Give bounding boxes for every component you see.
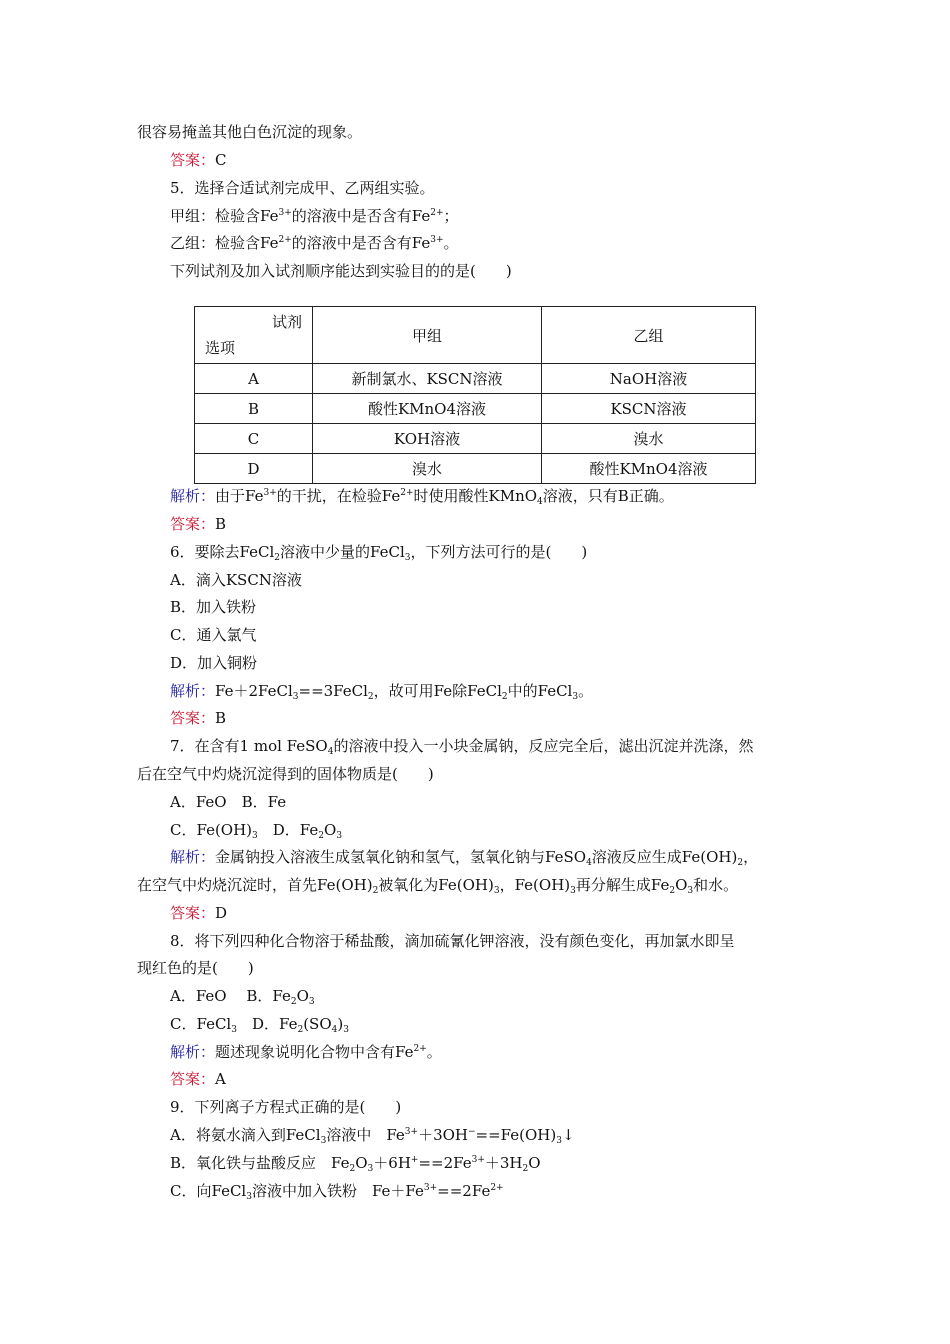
table-diagonal-header	[195, 307, 313, 364]
question-9-stem: 9．下列离子方程式正确的是( )	[170, 1098, 402, 1116]
header-group-1: 甲组	[313, 307, 542, 364]
cell-option: C	[195, 424, 313, 454]
cell-group-1: 溴水	[313, 454, 542, 484]
cell-group-2: KSCN溶液	[542, 394, 756, 424]
cell-option: D	[195, 454, 313, 484]
table-row	[195, 364, 756, 394]
cell-group-2: NaOH溶液	[542, 364, 756, 394]
option-b: B．氧化铁与盐酸反应 $Fe_2O_3+6H^+==2Fe^{3+}+3H_2O$	[170, 1154, 541, 1174]
answer-label: 答案：	[170, 515, 216, 533]
question-7-stem: 7．在含有1 mol FeSO$_4$的溶液中投入一小块金属钠，反应完全后，滤出沉淀并洗涤，然	[170, 737, 754, 757]
cell-group-1: 酸性KMnO4溶液	[313, 394, 542, 424]
option-a: A．滴入KSCN溶液	[170, 571, 302, 589]
answer-label: 答案：	[170, 709, 216, 727]
question-8-stem: 8．将下列四种化合物溶于稀盐酸，滴加硫氰化钾溶液，没有颜色变化，再加氯水即呈	[170, 932, 735, 950]
question-5-group-2: 乙组：检验含$Fe^{2+}$的溶液中是否含有$Fe^{3+}$。	[170, 234, 459, 252]
explanation-label: 解析：	[170, 682, 216, 700]
options-ab: A．FeO B．Fe	[170, 793, 287, 811]
answer-line: 答案：D	[170, 904, 228, 922]
table-row	[195, 454, 756, 484]
options-cd: C．$Fe(OH)_3$ D．$Fe_2O_3$	[170, 821, 343, 841]
answer-label: 答案：	[170, 151, 216, 169]
explanation-line: 解析：由于$Fe^{3+}$的干扰，在检验$Fe^{2+}$时使用酸性KMnO$_4$溶液，只有B正确。	[170, 487, 674, 507]
option-c: C．通入氯气	[170, 626, 257, 644]
option-d: D．加入铜粉	[170, 654, 258, 672]
answer-label: 答案：	[170, 1070, 216, 1088]
cell-group-2: 溴水	[542, 424, 756, 454]
explanation-line: 解析：金属钠投入溶液生成氢氧化钠和氢气，氢氧化钠与FeSO$_4$溶液反应生成$Fe(OH)_2$，	[170, 848, 759, 868]
question-8-stem-cont: 现红色的是( )	[137, 959, 254, 977]
option-c: C．向FeCl$_3$溶液中加入铁粉 $Fe+Fe^{3+}==2Fe^{2+}$	[170, 1182, 504, 1202]
explanation-label: 解析：	[170, 487, 216, 505]
explanation-line: 解析：题述现象说明化合物中含有$Fe^{2+}$。	[170, 1043, 442, 1061]
table-row	[195, 424, 756, 454]
question-5-group-1: 甲组：检验含$Fe^{3+}$的溶液中是否含有$Fe^{2+}$；	[170, 207, 459, 225]
question-7-stem-cont: 后在空气中灼烧沉淀得到的固体物质是( )	[137, 765, 434, 783]
answer-line: 答案：B	[170, 515, 227, 533]
question-6-stem: 6．要除去FeCl$_2$溶液中少量的FeCl$_3$，下列方法可行的是( )	[170, 543, 588, 563]
answer-label: 答案：	[170, 904, 216, 922]
explanation-label: 解析：	[170, 1043, 216, 1061]
explanation-label: 解析：	[170, 848, 216, 866]
option-b: B．加入铁粉	[170, 598, 257, 616]
option-a: A．将氨水滴入到FeCl$_3$溶液中 $Fe^{3+}+3OH^-==Fe(OH)_3↓$	[170, 1126, 575, 1146]
cell-option: A	[195, 364, 313, 394]
table-row	[195, 394, 756, 424]
answer-line: 答案：B	[170, 709, 227, 727]
cell-group-2: 酸性KMnO4溶液	[542, 454, 756, 484]
answer-line: 答案：A	[170, 1070, 226, 1088]
table-header-row	[195, 307, 756, 364]
header-reagent: 试剂	[271, 313, 302, 331]
text-line: 很容易掩盖其他白色沉淀的现象。	[137, 123, 363, 141]
reagent-table	[194, 306, 756, 484]
answer-line: 答案：C	[170, 151, 227, 169]
options-ab: A．FeO B．$Fe_2O_3$	[170, 987, 315, 1007]
header-group-2: 乙组	[542, 307, 756, 364]
explanation-line: 解析：Fe＋2FeCl$_3$==3FeCl$_2$，故可用Fe除FeCl$_2$中的FeCl$_3$。	[170, 682, 594, 702]
cell-group-1: 新制氯水、KSCN溶液	[313, 364, 542, 394]
cell-group-1: KOH溶液	[313, 424, 542, 454]
options-cd: C．FeCl$_3$ D．$Fe_2(SO_4)_3$	[170, 1015, 349, 1035]
question-5-ask: 下列试剂及加入试剂顺序能达到实验目的的是( )	[170, 262, 512, 280]
explanation-line-cont: 在空气中灼烧沉淀时，首先$Fe(OH)_2$被氧化为$Fe(OH)_3$，$Fe(OH)_3$再分解生成$Fe_2O_3$和水。	[137, 876, 739, 896]
cell-option: B	[195, 394, 313, 424]
header-option: 选项	[205, 339, 236, 357]
question-5-stem: 5．选择合适试剂完成甲、乙两组实验。	[170, 179, 435, 197]
